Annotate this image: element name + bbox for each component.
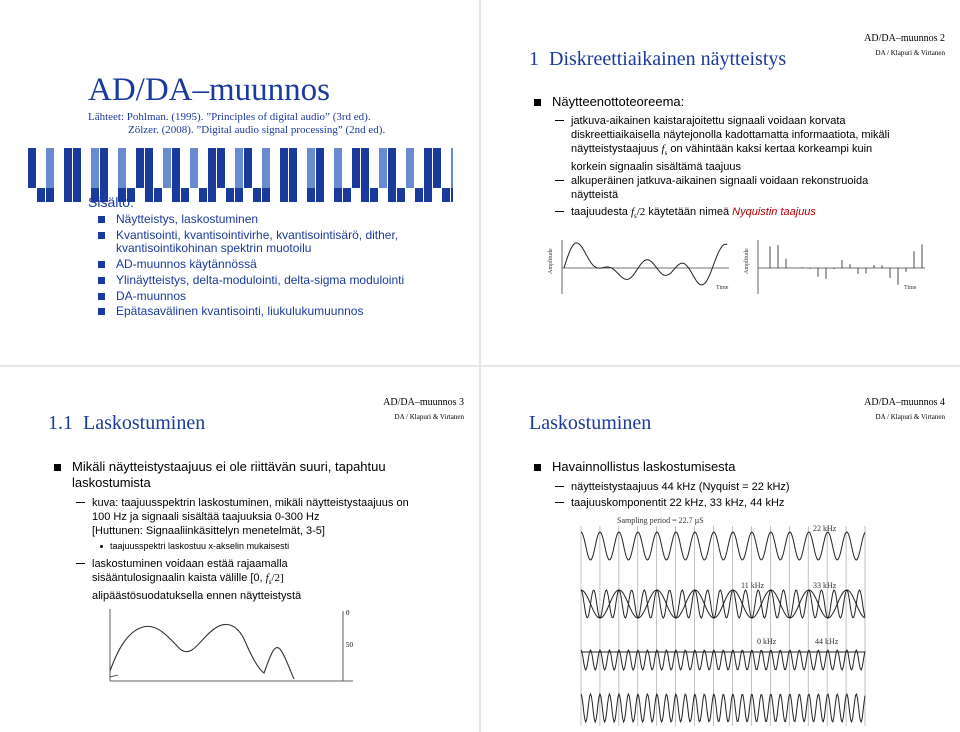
subbullet-2 <box>571 174 951 202</box>
fs-subscript: s <box>634 212 637 221</box>
slide-3-title: 1.1 Laskostuminen <box>48 412 206 434</box>
bullet-square-icon <box>98 277 105 284</box>
contents-item-text: Ylinäytteistys, delta-modulointi, delta-sigma modulointi <box>116 273 405 287</box>
subbullet-prevent <box>92 557 342 603</box>
pattern-bar <box>190 148 198 188</box>
contents-item <box>116 211 258 227</box>
pattern-bar <box>208 148 216 188</box>
time-axis-label: Time <box>904 285 917 291</box>
subbullet-2-line-2: näytteistä <box>571 189 619 201</box>
prevent-line-1: laskostuminen voidaan estää rajaamalla <box>92 558 288 570</box>
continuous-signal-plot <box>544 232 734 302</box>
contents-item-text: AD-muunnos käytännössä <box>116 257 257 271</box>
pattern-bar <box>442 188 450 202</box>
fs-symbol: f <box>265 572 269 584</box>
pattern-bar <box>37 148 45 188</box>
sampled-signal-plot <box>740 232 930 302</box>
continuous-signal-curve <box>564 243 727 285</box>
bullet-square-icon <box>98 261 105 268</box>
contents-item <box>116 256 257 272</box>
pattern-bar <box>190 188 198 202</box>
pattern-bar <box>199 148 207 188</box>
pattern-bar <box>451 148 453 188</box>
range-end: /2] <box>271 572 284 584</box>
prevent-line-2-text: sisääntulosignaalin kaista välille [0, <box>92 572 263 584</box>
bullet-square-icon <box>534 464 541 471</box>
subbullet-1 <box>571 480 790 494</box>
pattern-bar <box>397 148 405 188</box>
prevent-line-3: alipäästösuodatuksella ennen näytteistystä <box>92 590 302 603</box>
pattern-bar <box>370 188 378 202</box>
pattern-bar <box>136 148 144 188</box>
slide-3-header <box>383 397 464 421</box>
bullet-text: Näytteenottoteoreema: <box>552 94 685 109</box>
label-22khz: 22 kHz <box>813 524 837 533</box>
prevent-line-2 <box>92 571 342 589</box>
amplitude-axis-label: Amplitude <box>744 248 750 274</box>
wave-22khz <box>581 532 865 560</box>
contents-label: Sisältö: <box>88 194 134 210</box>
pattern-bar <box>325 148 333 188</box>
subbullet-3 <box>571 205 951 223</box>
pattern-bar <box>118 148 126 188</box>
pattern-bar <box>73 148 81 188</box>
pattern-bar <box>298 188 306 202</box>
contents-item <box>116 240 311 256</box>
nyquist-term: Nyquistin taajuus <box>732 206 816 218</box>
pattern-bar <box>46 188 54 202</box>
dash-icon <box>555 486 564 487</box>
pattern-bar <box>181 188 189 202</box>
subbullet-line-2: 100 Hz ja signaali sisältää taajuuksia 0-300 Hz <box>92 511 320 523</box>
pattern-bar <box>235 148 243 188</box>
dash-icon <box>555 502 564 503</box>
pattern-bar <box>280 148 288 188</box>
pattern-bar <box>262 188 270 202</box>
aliasing-spectrum-figure <box>88 599 378 694</box>
subbullet-1-line-1: jatkuva-aikainen kaistarajoitettu signaali voidaan korvata <box>571 115 846 127</box>
dash-icon <box>555 120 564 121</box>
pattern-bar <box>172 188 180 202</box>
pattern-bar <box>145 148 153 188</box>
pattern-bar <box>424 188 432 202</box>
pattern-bar <box>451 188 453 202</box>
pattern-bar <box>442 148 450 188</box>
pattern-bar <box>226 148 234 188</box>
pattern-bar <box>262 148 270 188</box>
pattern-bar <box>235 188 243 202</box>
pattern-bar <box>73 188 81 202</box>
contents-item <box>116 288 186 304</box>
time-axis-label: Time <box>716 285 729 291</box>
fs-symbol: f <box>661 143 665 155</box>
pattern-bar <box>163 188 171 202</box>
pattern-bar <box>361 188 369 202</box>
pattern-bar <box>271 188 279 202</box>
dot-icon <box>100 545 103 548</box>
pattern-bar <box>37 188 45 202</box>
subbullet-3-mid: käytetään nimeä <box>648 206 730 218</box>
pattern-bar <box>433 188 441 202</box>
subbullet-1-text: näytteistystaajuus 44 kHz (Nyquist = 22 kHz) <box>571 481 790 493</box>
pattern-bar <box>379 148 387 188</box>
pattern-bar <box>109 148 117 188</box>
pattern-bar <box>388 188 396 202</box>
pattern-bar <box>55 148 63 188</box>
contents-item-text: Kvantisointi, kvantisointivirhe, kvantisointisärö, dither, <box>116 228 399 242</box>
pattern-bar <box>55 188 63 202</box>
slide-1 <box>0 0 478 364</box>
pattern-bar <box>361 148 369 188</box>
pattern-bar <box>64 188 72 202</box>
pattern-bar <box>208 188 216 202</box>
pattern-bar <box>343 188 351 202</box>
pattern-bar <box>406 188 414 202</box>
pattern-bar <box>28 188 36 202</box>
pattern-bar <box>352 188 360 202</box>
pattern-bar <box>244 148 252 188</box>
header-title: AD/DA–muunnos 3 <box>383 397 464 408</box>
label-33khz: 33 kHz <box>813 581 837 590</box>
slide-2-title: 1 Diskreettiaikainen näytteistys <box>529 48 787 70</box>
tick-0: 0 <box>346 609 350 617</box>
label-44khz: 44 kHz <box>815 637 839 646</box>
dash-icon <box>76 502 85 503</box>
pattern-bar <box>379 188 387 202</box>
subbullet-line-1: kuva: taajuusspektrin laskostuminen, mikäli näytteistystaajuus on <box>92 497 409 509</box>
contents-item <box>116 272 404 288</box>
pattern-bar <box>172 148 180 188</box>
pattern-bar <box>100 148 108 188</box>
pattern-bar <box>307 188 315 202</box>
aliasing-waveforms-figure <box>573 512 873 730</box>
pattern-bar <box>253 188 261 202</box>
pattern-bar <box>154 148 162 188</box>
wave-bottom <box>581 694 865 722</box>
sampling-period-label: Sampling period = 22.7 µS <box>617 516 704 525</box>
pattern-bar <box>226 188 234 202</box>
slide-2 <box>481 0 959 364</box>
subsubbullet-text: taajuusspektri laskostuu x-akselin mukaisesti <box>110 541 290 551</box>
subbullet-line-3: [Huttunen: Signaaliinkäsittelyn menetelmät, 3-5] <box>92 525 325 537</box>
pattern-bar <box>46 148 54 188</box>
bullet-line-1: Mikäli näytteistystaajuus ei ole riittävän suuri, tapahtuu <box>72 459 386 474</box>
pattern-bar <box>334 148 342 188</box>
contents-item-text: Näytteistys, laskostuminen <box>116 212 259 226</box>
pattern-bar <box>244 188 252 202</box>
pattern-bar <box>406 148 414 188</box>
header-authors: DA / Klapuri & Virtanen <box>875 49 945 57</box>
spectrum-curve <box>110 624 294 679</box>
slide-4-header <box>864 397 945 421</box>
subbullet-1-line-3 <box>571 142 951 160</box>
fs-subscript: s <box>664 149 668 158</box>
pattern-bar <box>91 148 99 188</box>
pattern-bar <box>289 148 297 188</box>
pattern-bar <box>136 188 144 202</box>
slide-1-title: AD/DA–muunnos <box>88 72 331 108</box>
pattern-bar <box>352 148 360 188</box>
fs-label-text: näytteistystaajuus <box>571 143 659 155</box>
pattern-bar <box>298 148 306 188</box>
subbullet-figure <box>92 496 472 538</box>
slide-4 <box>481 367 959 731</box>
pattern-bar <box>397 188 405 202</box>
pattern-bar <box>154 188 162 202</box>
pattern-bar <box>415 188 423 202</box>
tick-50: 50 <box>346 641 353 649</box>
slide-4-title: Laskostuminen <box>529 412 652 434</box>
pattern-bar <box>271 148 279 188</box>
pattern-bar <box>307 148 315 188</box>
pattern-bar <box>334 188 342 202</box>
subsubbullet <box>110 540 289 552</box>
bullet-square-icon <box>98 232 105 239</box>
spectrum-tail <box>110 675 118 677</box>
subbullet-2 <box>571 496 784 510</box>
pattern-bar <box>253 148 261 188</box>
label-0khz: 0 kHz <box>757 637 777 646</box>
pattern-bar <box>388 148 396 188</box>
bullet-aliasing <box>72 459 462 491</box>
pattern-bar <box>217 148 225 188</box>
bullet-square-icon <box>98 308 105 315</box>
bullet-illustration <box>552 459 736 475</box>
pattern-bar <box>415 148 423 188</box>
slide-2-header <box>864 33 945 57</box>
pattern-bar <box>433 148 441 188</box>
pattern-bar <box>145 188 153 202</box>
pattern-bar <box>424 148 432 188</box>
amplitude-axis-label: Amplitude <box>548 248 554 274</box>
subbullet-2-text: taajuuskomponentit 22 kHz, 33 kHz, 44 kHz <box>571 497 785 509</box>
pattern-bar <box>64 148 72 188</box>
pattern-bar <box>82 148 90 188</box>
subbullet-3-pre: taajuudesta <box>571 206 628 218</box>
pattern-bar <box>28 148 36 188</box>
reference-2: Zölzer. (2008). ”Digital audio signal processing” (2nd ed). <box>128 124 386 136</box>
bullet-text: Havainnollistus laskostumisesta <box>552 459 736 474</box>
pattern-bar <box>181 148 189 188</box>
bullet-theorem <box>552 94 684 110</box>
dash-icon <box>555 180 564 181</box>
pattern-bar <box>316 188 324 202</box>
reference-1: Lähteet: Pohlman. (1995). ”Principles of digital audio” (3rd ed). <box>88 111 371 123</box>
subbullet-2-line-1: alkuperäinen jatkuva-aikainen signaali voidaan rekonstruoida <box>571 175 869 187</box>
wave-44khz <box>581 650 865 670</box>
pattern-bar <box>370 148 378 188</box>
pattern-bar <box>199 188 207 202</box>
slide-3 <box>0 367 478 731</box>
contents-item-text: DA-muunnos <box>116 289 187 303</box>
subbullet-1 <box>571 114 951 174</box>
pattern-bar <box>280 188 288 202</box>
pattern-bar <box>163 148 171 188</box>
pattern-bar <box>343 148 351 188</box>
pattern-bar <box>289 188 297 202</box>
pattern-bar <box>325 188 333 202</box>
bullet-square-icon <box>98 293 105 300</box>
fs-half: /2 <box>636 206 646 218</box>
dash-icon <box>76 563 85 564</box>
fs-subscript: s <box>268 578 272 587</box>
bullet-square-icon <box>534 99 541 106</box>
subbullet-1-line-4: korkein signaalin sisältämä taajuus <box>571 161 741 174</box>
contents-item <box>116 303 363 319</box>
subbullet-1-line-2: diskreettiaikaisella näytejonolla kadottamatta informaatiota, mikäli <box>571 129 890 141</box>
pattern-bar <box>217 188 225 202</box>
header-authors: DA / Klapuri & Virtanen <box>394 413 464 421</box>
fs-tail-text: on vähintään kaksi kertaa korkeampi kuin <box>670 143 873 155</box>
bullet-square-icon <box>98 216 105 223</box>
header-title: AD/DA–muunnos 4 <box>864 397 945 408</box>
bullet-line-2: laskostumista <box>72 475 151 490</box>
pattern-bar <box>316 148 324 188</box>
pattern-bar <box>127 148 135 188</box>
bullet-square-icon <box>54 464 61 471</box>
fs-symbol: f <box>630 206 635 218</box>
label-11khz: 11 kHz <box>741 581 765 590</box>
header-title: AD/DA–muunnos 2 <box>864 33 945 44</box>
header-authors: DA / Klapuri & Virtanen <box>875 413 945 421</box>
dash-icon <box>555 211 564 212</box>
contents-item-text: kvantisointikohinan spektrin muotoilu <box>116 241 312 255</box>
contents-item-text: Epätasavälinen kvantisointi, liukulukumuunnos <box>116 304 364 318</box>
